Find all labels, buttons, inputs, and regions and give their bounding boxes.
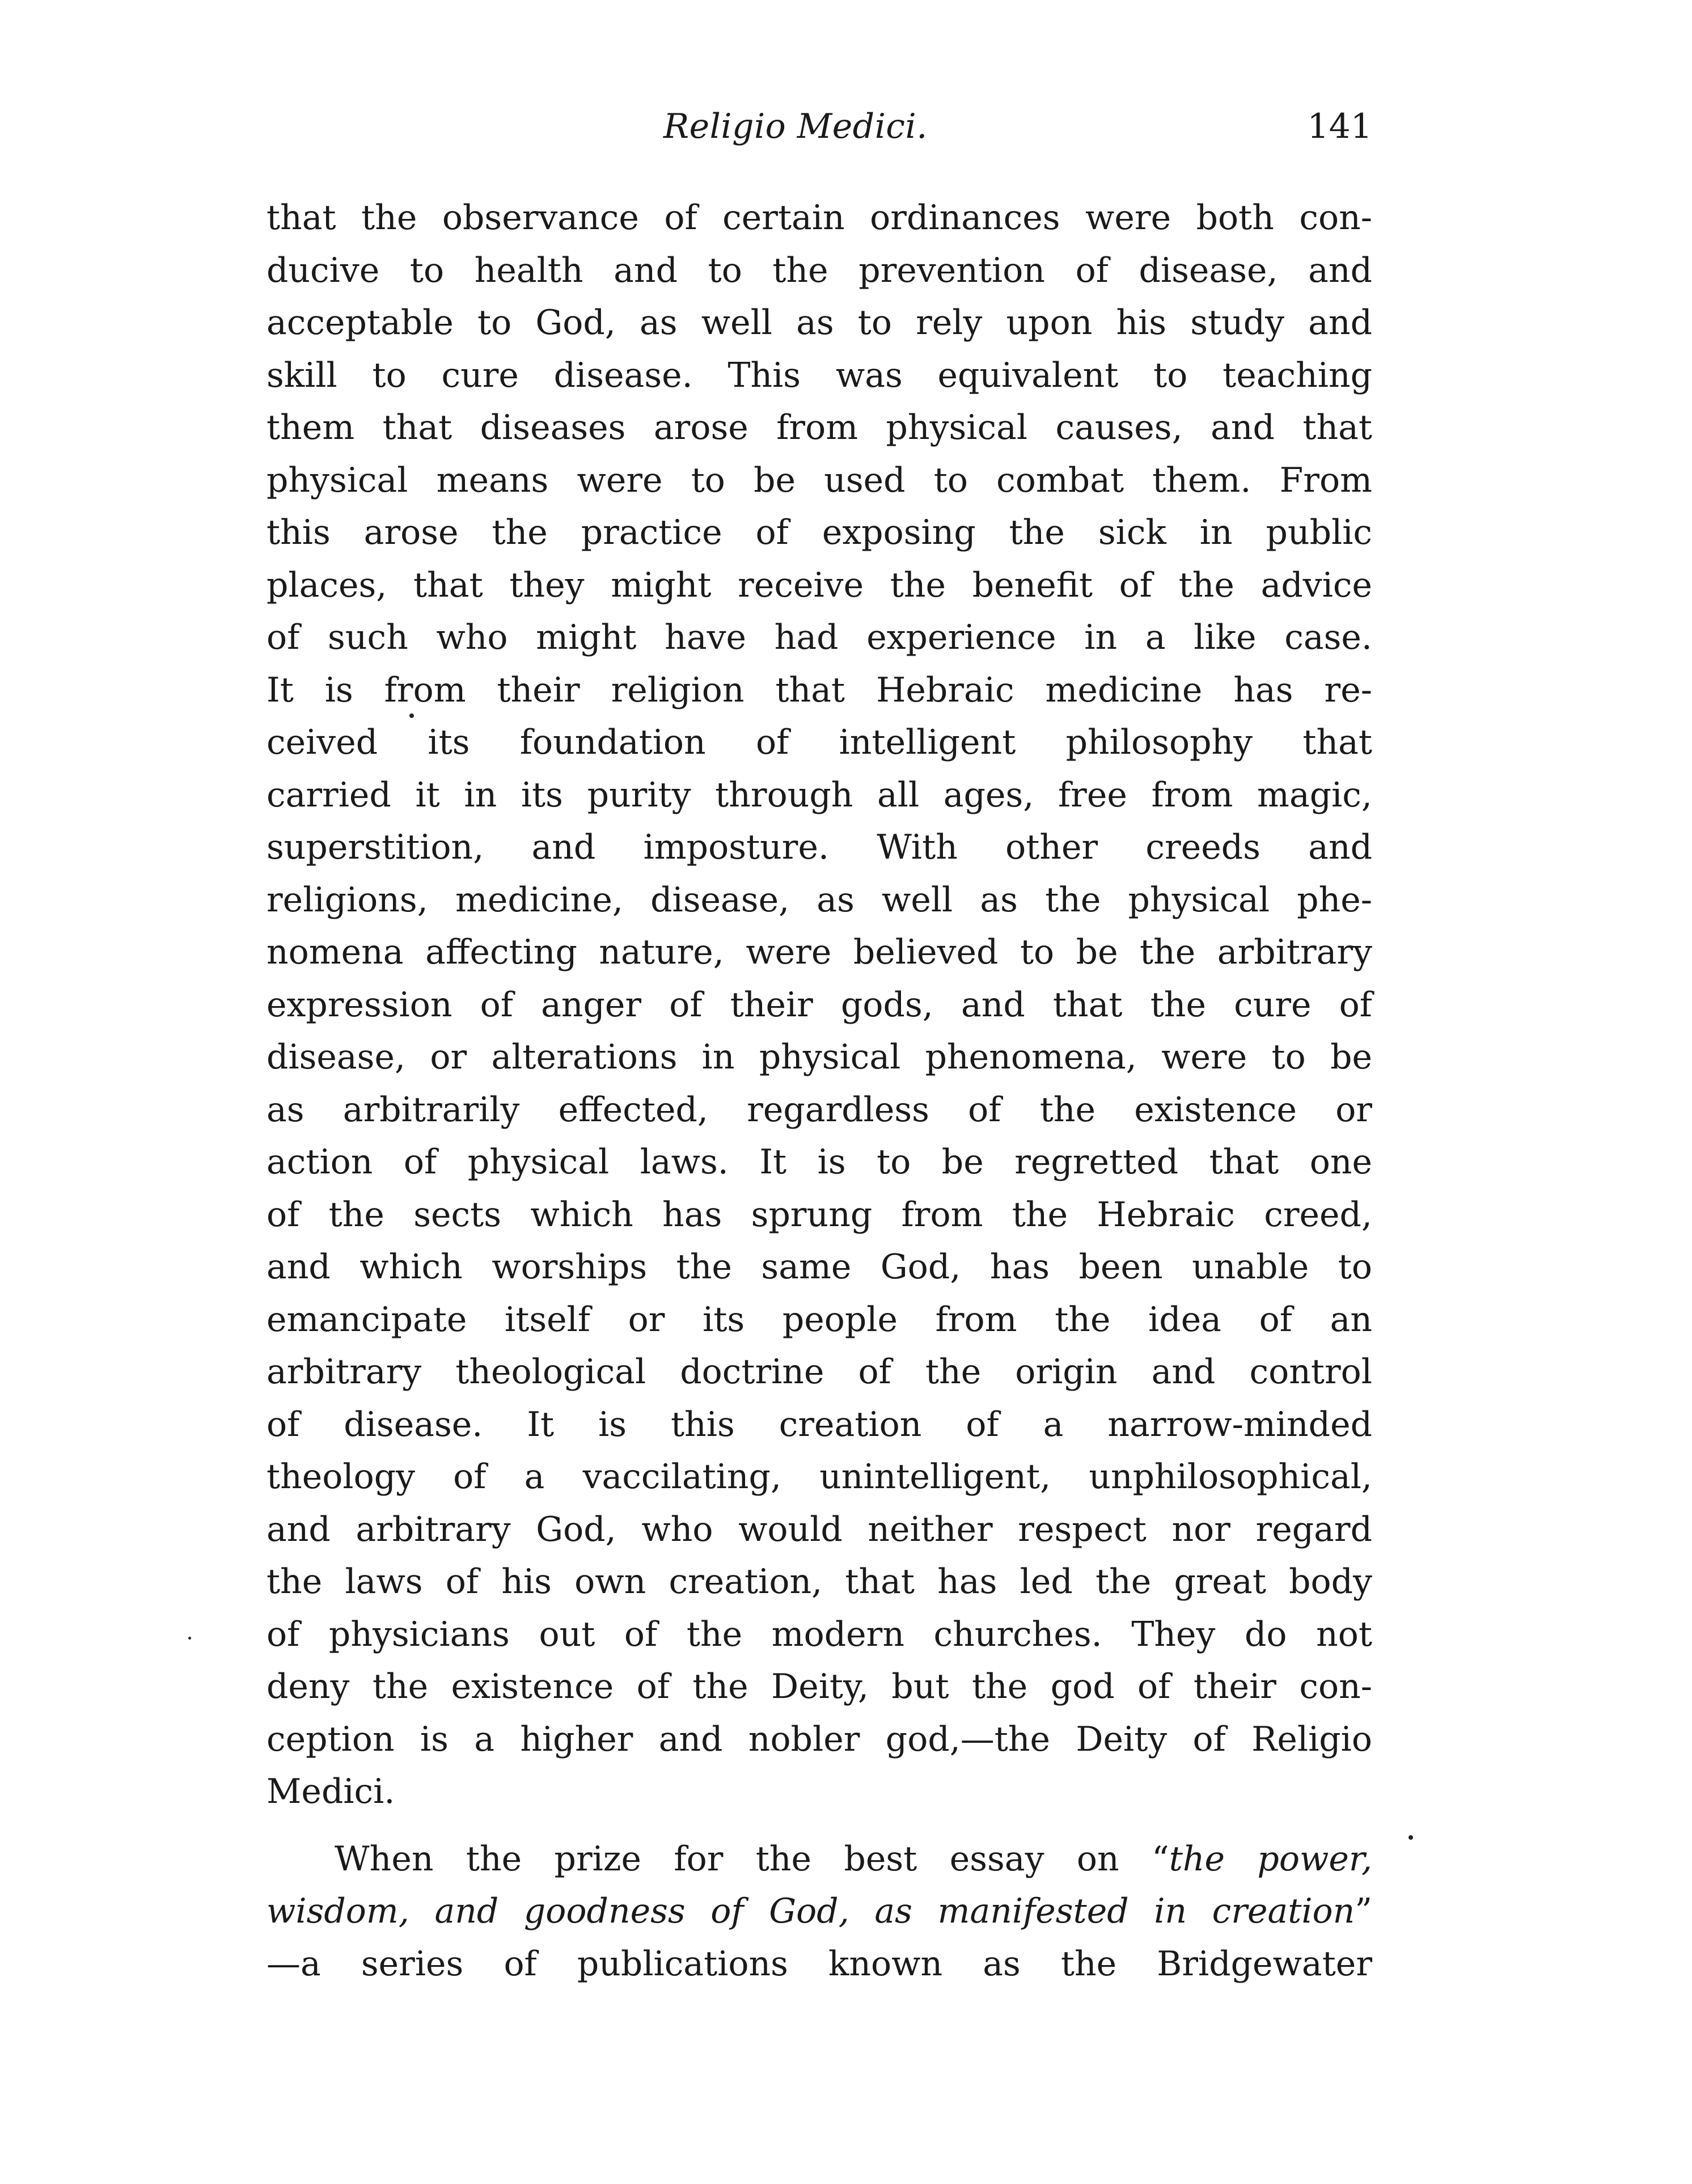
text-line: disease, or alterations in physical phenomena, were to be	[267, 1037, 1372, 1077]
text-line: action of physical laws. It is to be regretted that one	[267, 1142, 1372, 1182]
text-line	[267, 1833, 1372, 1886]
ink-speck	[188, 1637, 191, 1640]
text-line: carried it in its purity through all ages, free from magic,	[267, 775, 1372, 815]
text-line	[267, 1885, 1372, 1938]
ink-speck	[409, 713, 414, 718]
ink-speck	[1408, 1835, 1413, 1840]
running-head	[267, 101, 1372, 152]
text-line: nomena affecting nature, were believed to be the arbitrary	[267, 932, 1372, 972]
italic-run: the power,	[1169, 1839, 1372, 1879]
paragraph	[267, 1833, 1372, 1991]
text-line: deny the existence of the Deity, but the god of their con-	[267, 1667, 1372, 1706]
text-line: ducive to health and to the prevention of disease, and	[267, 250, 1372, 290]
text-run: When the prize for the best essay on “	[335, 1839, 1169, 1879]
text-line: that the observance of certain ordinances were both con-	[267, 198, 1372, 238]
text-run: ”	[1355, 1891, 1372, 1931]
text-line: of disease. It is this creation of a narrow-minded	[267, 1404, 1372, 1444]
text-line: superstition, and imposture. With other creeds and	[267, 827, 1372, 867]
page-number: 141	[1307, 107, 1372, 146]
text-line: as arbitrarily effected, regardless of the existence or	[267, 1089, 1372, 1130]
paragraph-gap	[267, 1818, 1372, 1833]
text-line: It is from their religion that Hebraic medicine has re-	[267, 670, 1372, 710]
text-line: this arose the practice of exposing the sick in public	[267, 513, 1372, 552]
text-line: physical means were to be used to combat them. From	[267, 460, 1372, 500]
text-line: theology of a vaccilating, unintelligent, unphilosophical,	[267, 1457, 1372, 1497]
text-line: arbitrary theological doctrine of the origin and control	[267, 1352, 1372, 1392]
text-line: them that diseases arose from physical causes, and that	[267, 408, 1372, 447]
text-line: ceived its foundation of intelligent philosophy that	[267, 723, 1372, 762]
paragraph	[267, 192, 1372, 1818]
text-line: the laws of his own creation, that has led the great body	[267, 1562, 1372, 1602]
text-line: skill to cure disease. This was equivalent to teaching	[267, 355, 1372, 395]
text-line: religions, medicine, disease, as well as the physical phe-	[267, 880, 1372, 920]
italic-run: wisdom, and goodness of God, as manifested in creation	[267, 1891, 1355, 1931]
text-line: expression of anger of their gods, and that the cure of	[267, 985, 1372, 1025]
text-line: of such who might have had experience in a like case.	[267, 618, 1372, 657]
text-line: Medici.	[267, 1772, 395, 1811]
text-line: of the sects which has sprung from the Hebraic creed,	[267, 1194, 1372, 1235]
text-line: ception is a higher and nobler god,—the Deity of Religio	[267, 1719, 1372, 1759]
text-line: —a series of publications known as the Bridgewater	[267, 1944, 1372, 1984]
text-line: of physicians out of the modern churches. They do not	[267, 1614, 1372, 1654]
text-line: and which worships the same God, has been unable to	[267, 1247, 1372, 1287]
running-title: Religio Medici.	[663, 107, 928, 146]
text-line: acceptable to God, as well as to rely upon his study and	[267, 303, 1372, 343]
text-line: emancipate itself or its people from the idea of an	[267, 1299, 1372, 1340]
text-line: and arbitrary God, who would neither respect nor regard	[267, 1509, 1372, 1549]
text-line: places, that they might receive the benefit of the advice	[267, 565, 1372, 605]
body-text	[267, 192, 1372, 1990]
